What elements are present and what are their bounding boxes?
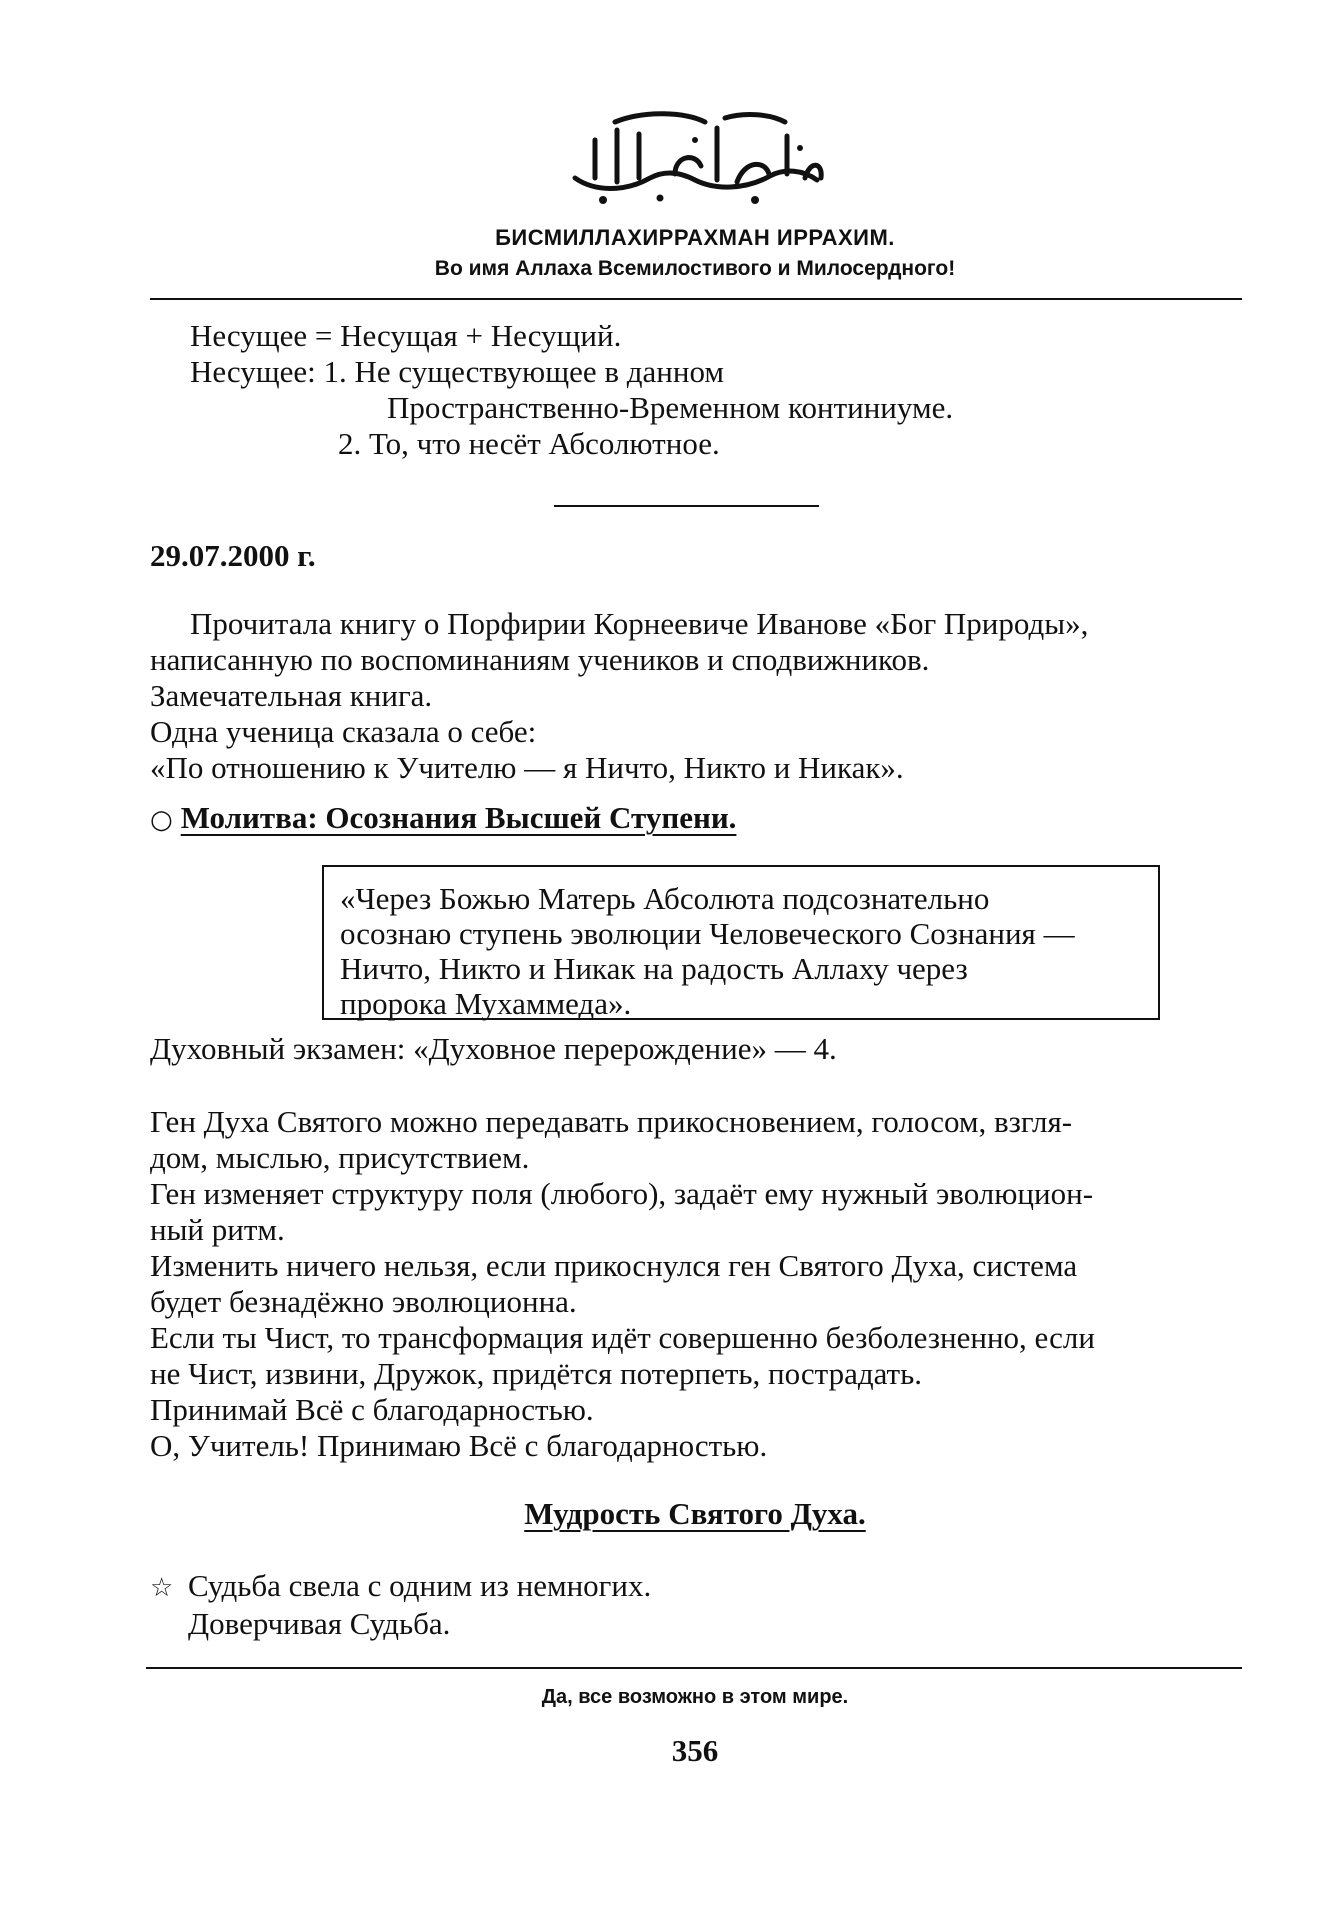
prayer-line: осознаю ступень эволюции Человеческого Сознания — <box>340 916 1075 951</box>
definition-line: Несущее = Несущая + Несущий. <box>190 318 622 353</box>
prayer-line: пророка Мухаммеда». <box>340 986 632 1021</box>
star-outline-icon: ☆ <box>150 1573 174 1603</box>
entry-date: 29.07.2000 г. <box>150 538 316 573</box>
prayer-title: Молитва: Осознания Высшей Ступени. <box>180 800 737 835</box>
header-divider <box>150 298 1242 300</box>
spiritual-exam-line: Духовный экзамен: «Духовное перерождение» — 4. <box>150 1031 837 1066</box>
basmala-translation: Во имя Аллаха Всемилостивого и Милосердного! <box>434 257 956 280</box>
definition-line: Пространственно-Временном континиуме. <box>387 390 954 425</box>
circle-bullet-icon: ○ <box>150 805 173 835</box>
text-line: написанную по воспоминаниям учеников и сподвижников. <box>150 642 930 677</box>
wisdom-heading: Мудрость Святого Духа. <box>524 1496 866 1531</box>
page-number: 356 <box>671 1733 719 1768</box>
text-line: дом, мыслью, присутствием. <box>150 1140 530 1175</box>
text-line: будет безнадёжно эволюционна. <box>150 1284 577 1319</box>
text-line: Принимай Всё с благодарностью. <box>150 1392 594 1427</box>
text-line: Одна ученица сказала о себе: <box>150 714 537 749</box>
text-line: «По отношению к Учителю — я Ничто, Никто и Никак». <box>150 750 904 785</box>
running-footer: Да, все возможно в этом мире. <box>541 1686 849 1708</box>
section-divider <box>554 505 819 507</box>
text-line: Замечательная книга. <box>150 678 433 713</box>
prayer-box <box>322 865 1160 1020</box>
text-line: не Чист, извини, Дружок, придётся потерпеть, пострадать. <box>150 1356 922 1391</box>
text-line: Прочитала книгу о Порфирии Корнеевиче Иванове «Бог Природы», <box>190 606 1089 641</box>
prayer-heading <box>150 800 736 836</box>
prayer-line: Ничто, Никто и Никак на радость Аллаху через <box>340 951 968 986</box>
entry-paragraph <box>150 606 1245 786</box>
definition-block <box>190 318 953 462</box>
text-line: Если ты Чист, то трансформация идёт совершенно безболезненно, если <box>150 1320 1095 1355</box>
saying-line: Доверчивая Судьба. <box>188 1606 451 1641</box>
prayer-line: «Через Божью Матерь Абсолюта подсознательно <box>340 881 990 916</box>
definition-line: 2. То, что несёт Абсолютное. <box>338 426 720 461</box>
saying-line: Судьба свела с одним из немногих. <box>188 1568 652 1603</box>
basmala-transliteration: БИСМИЛЛАХИРРАХМАН ИРРАХИМ. <box>495 225 895 250</box>
saying-block <box>150 1568 1240 1642</box>
text-line: Ген Духа Святого можно передавать прикосновением, голосом, взгля- <box>150 1104 1073 1139</box>
arabic-basmala-calligraphy-icon <box>150 95 1240 215</box>
definition-line: Несущее: 1. Не существующее в данном <box>190 354 724 389</box>
text-line: О, Учитель! Принимаю Всё с благодарностью. <box>150 1428 768 1463</box>
text-line: Изменить ничего нельзя, если прикоснулся ген Святого Духа, система <box>150 1248 1078 1283</box>
page-header <box>150 95 1240 281</box>
footer-divider <box>146 1667 1242 1669</box>
gene-paragraph <box>150 1104 1245 1464</box>
text-line: ный ритм. <box>150 1212 285 1247</box>
text-line: Ген изменяет структуру поля (любого), задаёт ему нужный эволюцион- <box>150 1176 1094 1211</box>
